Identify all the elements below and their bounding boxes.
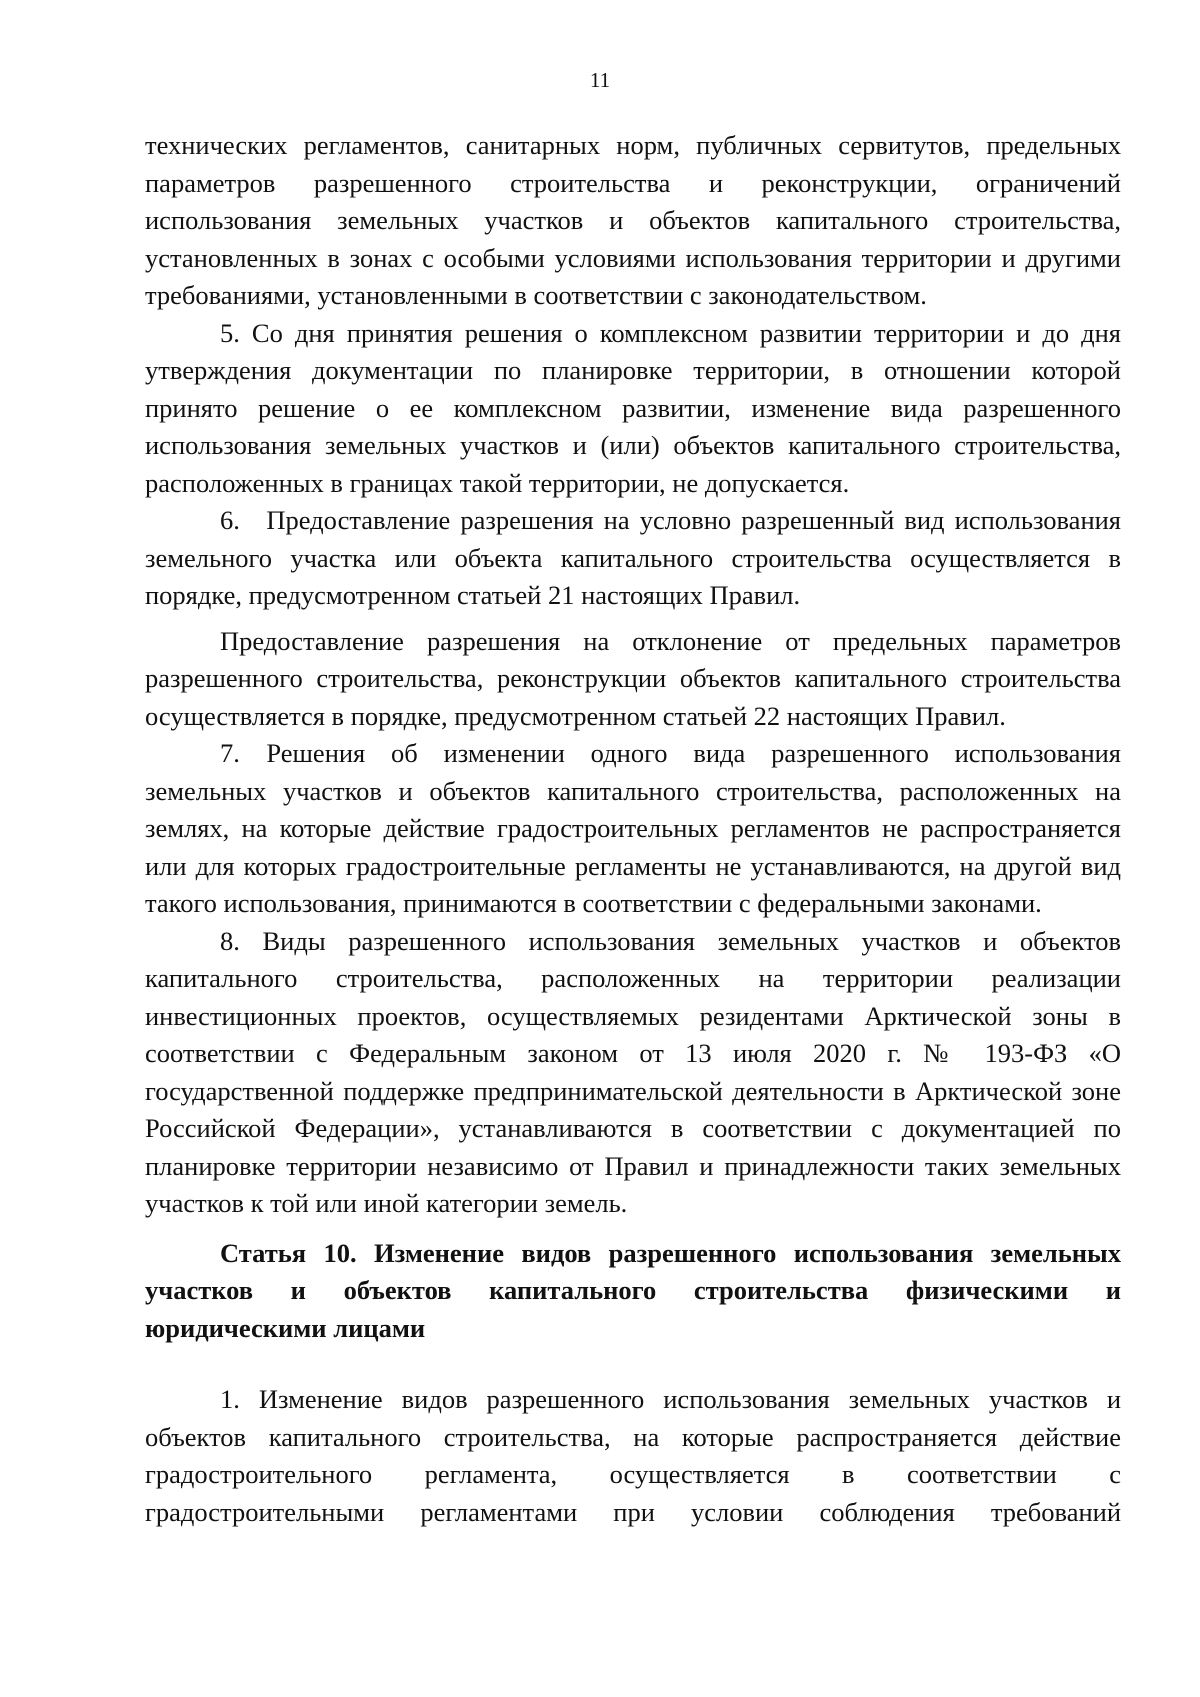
page-number: 11	[589, 68, 611, 92]
article-heading: Статья 10. Изменение видов разрешенного использования земельных участков и объектов капитального строительства физическими и юридическими лицами	[145, 1237, 1121, 1343]
paragraph-6: 6. Предоставление разрешения на условно разрешенный вид использования земельного участка или объекта капитального строительства осуществляется в порядке, предусмотренном статьей 21 настоящих Правил.	[145, 505, 1121, 610]
paragraph-continued: технических регламентов, санитарных норм, публичных сервитутов, предельных параметров разрешенного строительства и реконструкции, ограничений использования земельных участков и объектов капитального строительства, установленных в зонах с особыми условиями использования территории и другими требованиями, установленными в соответствии с законодательством.	[145, 130, 1121, 310]
paragraph-7: 7. Решения об изменении одного вида разрешенного использования земельных участков и объектов капитального строительства, расположенных на землях, на которые действие градостроительных регламентов не распространяется или для которых градостроительные регламенты не устанавливаются, на другой вид такого использования, принимаются в соответствии с федеральными законами.	[145, 738, 1121, 918]
paragraph-8: 8. Виды разрешенного использования земельных участков и объектов капитального строительства, расположенных на территории реализации инвестиционных проектов, осуществляемых резидентами Арктической зоны в соответствии с Федеральным законом от 13 июля 2020 г. № 193-ФЗ «О государственной поддержке предпринимательской деятельности в Арктической зоне Российской Федерации», устанавливаются в соответствии с документацией по планировке территории независимо от Правил и принадлежности таких земельных участков к той или иной категории земель.	[145, 925, 1121, 1218]
paragraph-6-second: Предоставление разрешения на отклонение от предельных параметров разрешенного строительства, реконструкции объектов капитального строительства осуществляется в порядке, предусмотренном статьей 22 настоящих Правил.	[145, 625, 1121, 731]
article-10-paragraph-1: 1. Изменение видов разрешенного использования земельных участков и объектов капитального строительства, на которые распространяется действие градостроительного регламента, осуществляется в соответствии с градостроительными регламентами при условии соблюдения требований	[145, 1384, 1121, 1527]
paragraph-5: 5. Со дня принятия решения о комплексном развитии территории и до дня утверждения документации по планировке территории, в отношении которой принято решение о ее комплексном развитии, изменение вида разрешенного использования земельных участков и (или) объектов капитального строительства, расположенных в границах такой территории, не допускается.	[145, 317, 1121, 498]
document-body	[145, 127, 1121, 1531]
